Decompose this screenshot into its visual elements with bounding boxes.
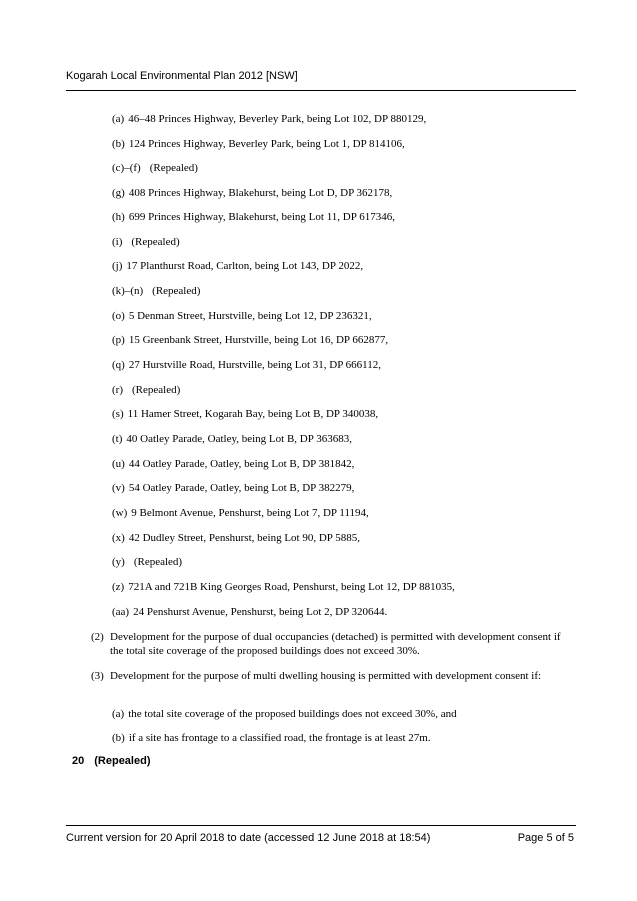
list-item (112, 606, 387, 618)
list-item-label: (y) (112, 556, 125, 568)
list-item (112, 732, 431, 744)
list-item-label: (a) (112, 708, 125, 720)
clause-2-text: Development for the purpose of dual occupancies (detached) is permitted with development consent if the total site coverage of the proposed buildings does not exceed 30%. (110, 631, 561, 657)
list-item-text: 721A and 721B King Georges Road, Penshurst, being Lot 12, DP 881035, (128, 581, 455, 593)
list-item (112, 708, 457, 720)
clause-3-text: Development for the purpose of multi dwelling housing is permitted with development consent if: (110, 670, 542, 682)
section-number: 20 (72, 755, 85, 767)
list-item-text: the total site coverage of the proposed buildings does not exceed 30%, and (128, 708, 457, 720)
list-item (112, 285, 200, 297)
header-rule (66, 90, 576, 91)
list-item-label: (a) (112, 113, 125, 125)
list-item (112, 458, 354, 470)
list-item (112, 162, 198, 174)
list-item-label: (c)–(f) (112, 162, 141, 174)
list-item-label: (j) (112, 260, 123, 272)
list-item-label: (w) (112, 507, 128, 519)
list-item-label: (x) (112, 532, 125, 544)
list-item (112, 507, 369, 519)
list-item (112, 138, 405, 150)
list-item-label: (h) (112, 211, 125, 223)
list-item-text: 15 Greenbank Street, Hurstville, being Lot 16, DP 662877, (128, 334, 389, 346)
list-item-text: 9 Belmont Avenue, Penshurst, being Lot 7, DP 11194, (131, 507, 369, 519)
list-item-text: 17 Planthurst Road, Carlton, being Lot 143, DP 2022, (126, 260, 364, 272)
list-item-text: 54 Oatley Parade, Oatley, being Lot B, DP 382279, (128, 482, 355, 494)
list-item (112, 408, 378, 420)
list-item (112, 482, 354, 494)
list-item (112, 310, 372, 322)
footer-rule (66, 825, 576, 826)
list-item-text: 699 Princes Highway, Blakehurst, being Lot 11, DP 617346, (128, 211, 395, 223)
list-item-text: 42 Dudley Street, Penshurst, being Lot 90, DP 5885, (128, 532, 361, 544)
clause-2 (91, 630, 561, 658)
list-item-text: if a site has frontage to a classified road, the frontage is at least 27m. (128, 732, 431, 744)
list-item-label: (b) (112, 138, 125, 150)
list-item (112, 113, 426, 125)
list-item-text: 27 Hurstville Road, Hurstville, being Lot 31, DP 666112, (128, 359, 381, 371)
list-item-text: 408 Princes Highway, Blakehurst, being Lot D, DP 362178, (128, 187, 393, 199)
list-item (112, 581, 455, 593)
list-item-text: 124 Princes Highway, Beverley Park, being Lot 1, DP 814106, (128, 138, 405, 150)
list-item-text: (Repealed) (152, 285, 201, 297)
list-item-text: 40 Oatley Parade, Oatley, being Lot B, DP 363683, (126, 433, 352, 445)
clause-3 (91, 669, 561, 683)
list-item-label: (u) (112, 458, 125, 470)
list-item-label: (z) (112, 581, 125, 593)
list-item-text: (Repealed) (133, 556, 183, 568)
list-item (112, 433, 352, 445)
list-item-label: (g) (112, 187, 125, 199)
list-item-text: 46–48 Princes Highway, Beverley Park, being Lot 102, DP 880129, (128, 113, 427, 125)
list-item (112, 334, 388, 346)
list-item-text: 5 Denman Street, Hurstville, being Lot 12, DP 236321, (128, 310, 372, 322)
list-item (112, 236, 180, 248)
list-item-label: (i) (112, 236, 123, 248)
list-item (112, 187, 392, 199)
section-heading (72, 755, 151, 767)
list-item-text: (Repealed) (149, 162, 198, 174)
list-item (112, 211, 395, 223)
list-item-label: (q) (112, 359, 125, 371)
list-item-label: (s) (112, 408, 124, 420)
list-item (112, 359, 381, 371)
list-item-text: 24 Penshurst Avenue, Penshurst, being Lot 2, DP 320644. (133, 606, 388, 618)
list-item (112, 260, 363, 272)
list-item (112, 532, 360, 544)
clause-3-number: (3) (91, 670, 104, 682)
list-item-label: (t) (112, 433, 123, 445)
section-title: (Repealed) (94, 755, 151, 767)
list-item-label: (k)–(n) (112, 285, 144, 297)
document-header-title: Kogarah Local Environmental Plan 2012 [NSW] (66, 70, 298, 82)
list-item-text: 44 Oatley Parade, Oatley, being Lot B, DP 381842, (128, 458, 355, 470)
clause-2-number: (2) (91, 631, 104, 643)
list-item-label: (b) (112, 732, 125, 744)
list-item-label: (p) (112, 334, 125, 346)
list-item-text: (Repealed) (131, 236, 180, 248)
list-item-label: (v) (112, 482, 125, 494)
footer-version-text: Current version for 20 April 2018 to date (accessed 12 June 2018 at 18:54) (66, 832, 431, 844)
list-item (112, 556, 182, 568)
list-item-label: (r) (112, 384, 123, 396)
list-item-text: 11 Hamer Street, Kogarah Bay, being Lot B, DP 340038, (127, 408, 379, 420)
list-item-label: (aa) (112, 606, 130, 618)
footer-page-number: Page 5 of 5 (517, 832, 574, 844)
list-item-text: (Repealed) (132, 384, 181, 396)
list-item-label: (o) (112, 310, 125, 322)
list-item (112, 384, 180, 396)
